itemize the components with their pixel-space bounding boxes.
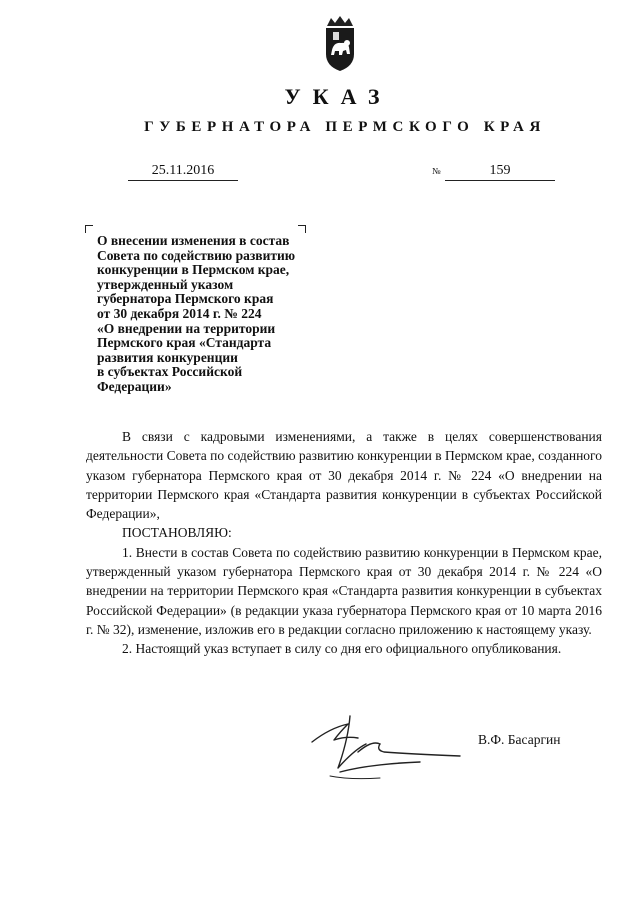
subject-line: О внесении изменения в состав	[97, 233, 290, 248]
number-label: №	[432, 166, 441, 176]
subject-line: развития конкуренции	[97, 349, 238, 365]
item-2-paragraph: 2. Настоящий указ вступает в силу со дня его официального опубликования.	[122, 641, 562, 657]
document-date: 25.11.2016	[128, 162, 238, 181]
subject-bracket-left	[85, 225, 93, 233]
subject-line: Пермского края «Стандарта	[97, 335, 272, 351]
signer-name: В.Ф. Басаргин	[478, 732, 561, 747]
decree-word: ПОСТАНОВЛЯЮ:	[122, 525, 232, 541]
item-1-paragraph: 1. Внести в состав Совета по содействию развитию конкуренции в Пермском крае, утвержденный указом губернатора Пермского края от 30 декабря 2014 г. № 224 «О внедрении на территории Пермского края «Стандарта развития конкуренции в субъектах Российской Федерации» (в редакции указа губернатора Пермского края от 10 марта 2016 г. № 32), изменение, изложив его в редакции согласно приложению к настоящему указу.	[86, 544, 602, 637]
document-subject	[97, 234, 337, 395]
subject-line: от 30 декабря 2014 г. № 224	[97, 305, 262, 321]
document-type-title: УКАЗ	[284, 84, 392, 109]
subject-line: утвержденный указом	[97, 276, 234, 292]
subject-line: Федерации»	[97, 378, 172, 394]
preamble-paragraph: В связи с кадровыми изменениями, а также в целях совершенствования деятельности Совета по содействию развитию конкуренции в Пермском крае, созданного указом губернатора Пермского края от 30 декабря 2014 г. № 224 «О внедрении на территории Пермского края «Стандарта развития конкуренции в субъектах Российской Федерации»,	[86, 429, 602, 522]
subject-bracket-right	[298, 225, 306, 233]
document-number: 159	[445, 162, 555, 181]
subject-line: «О внедрении на территории	[97, 320, 276, 336]
issuer-title: ГУБЕРНАТОРА ПЕРМСКОГО КРАЯ	[144, 119, 546, 135]
handwritten-signature-icon	[310, 710, 470, 790]
document-body	[86, 427, 602, 659]
perm-krai-coat-of-arms-icon	[319, 14, 361, 72]
subject-line: губернатора Пермского края	[97, 291, 274, 307]
subject-line: в субъектах Российской	[97, 364, 243, 380]
subject-line: конкуренции в Пермском крае,	[97, 262, 290, 278]
subject-line: Совета по содействию развитию	[97, 247, 296, 263]
